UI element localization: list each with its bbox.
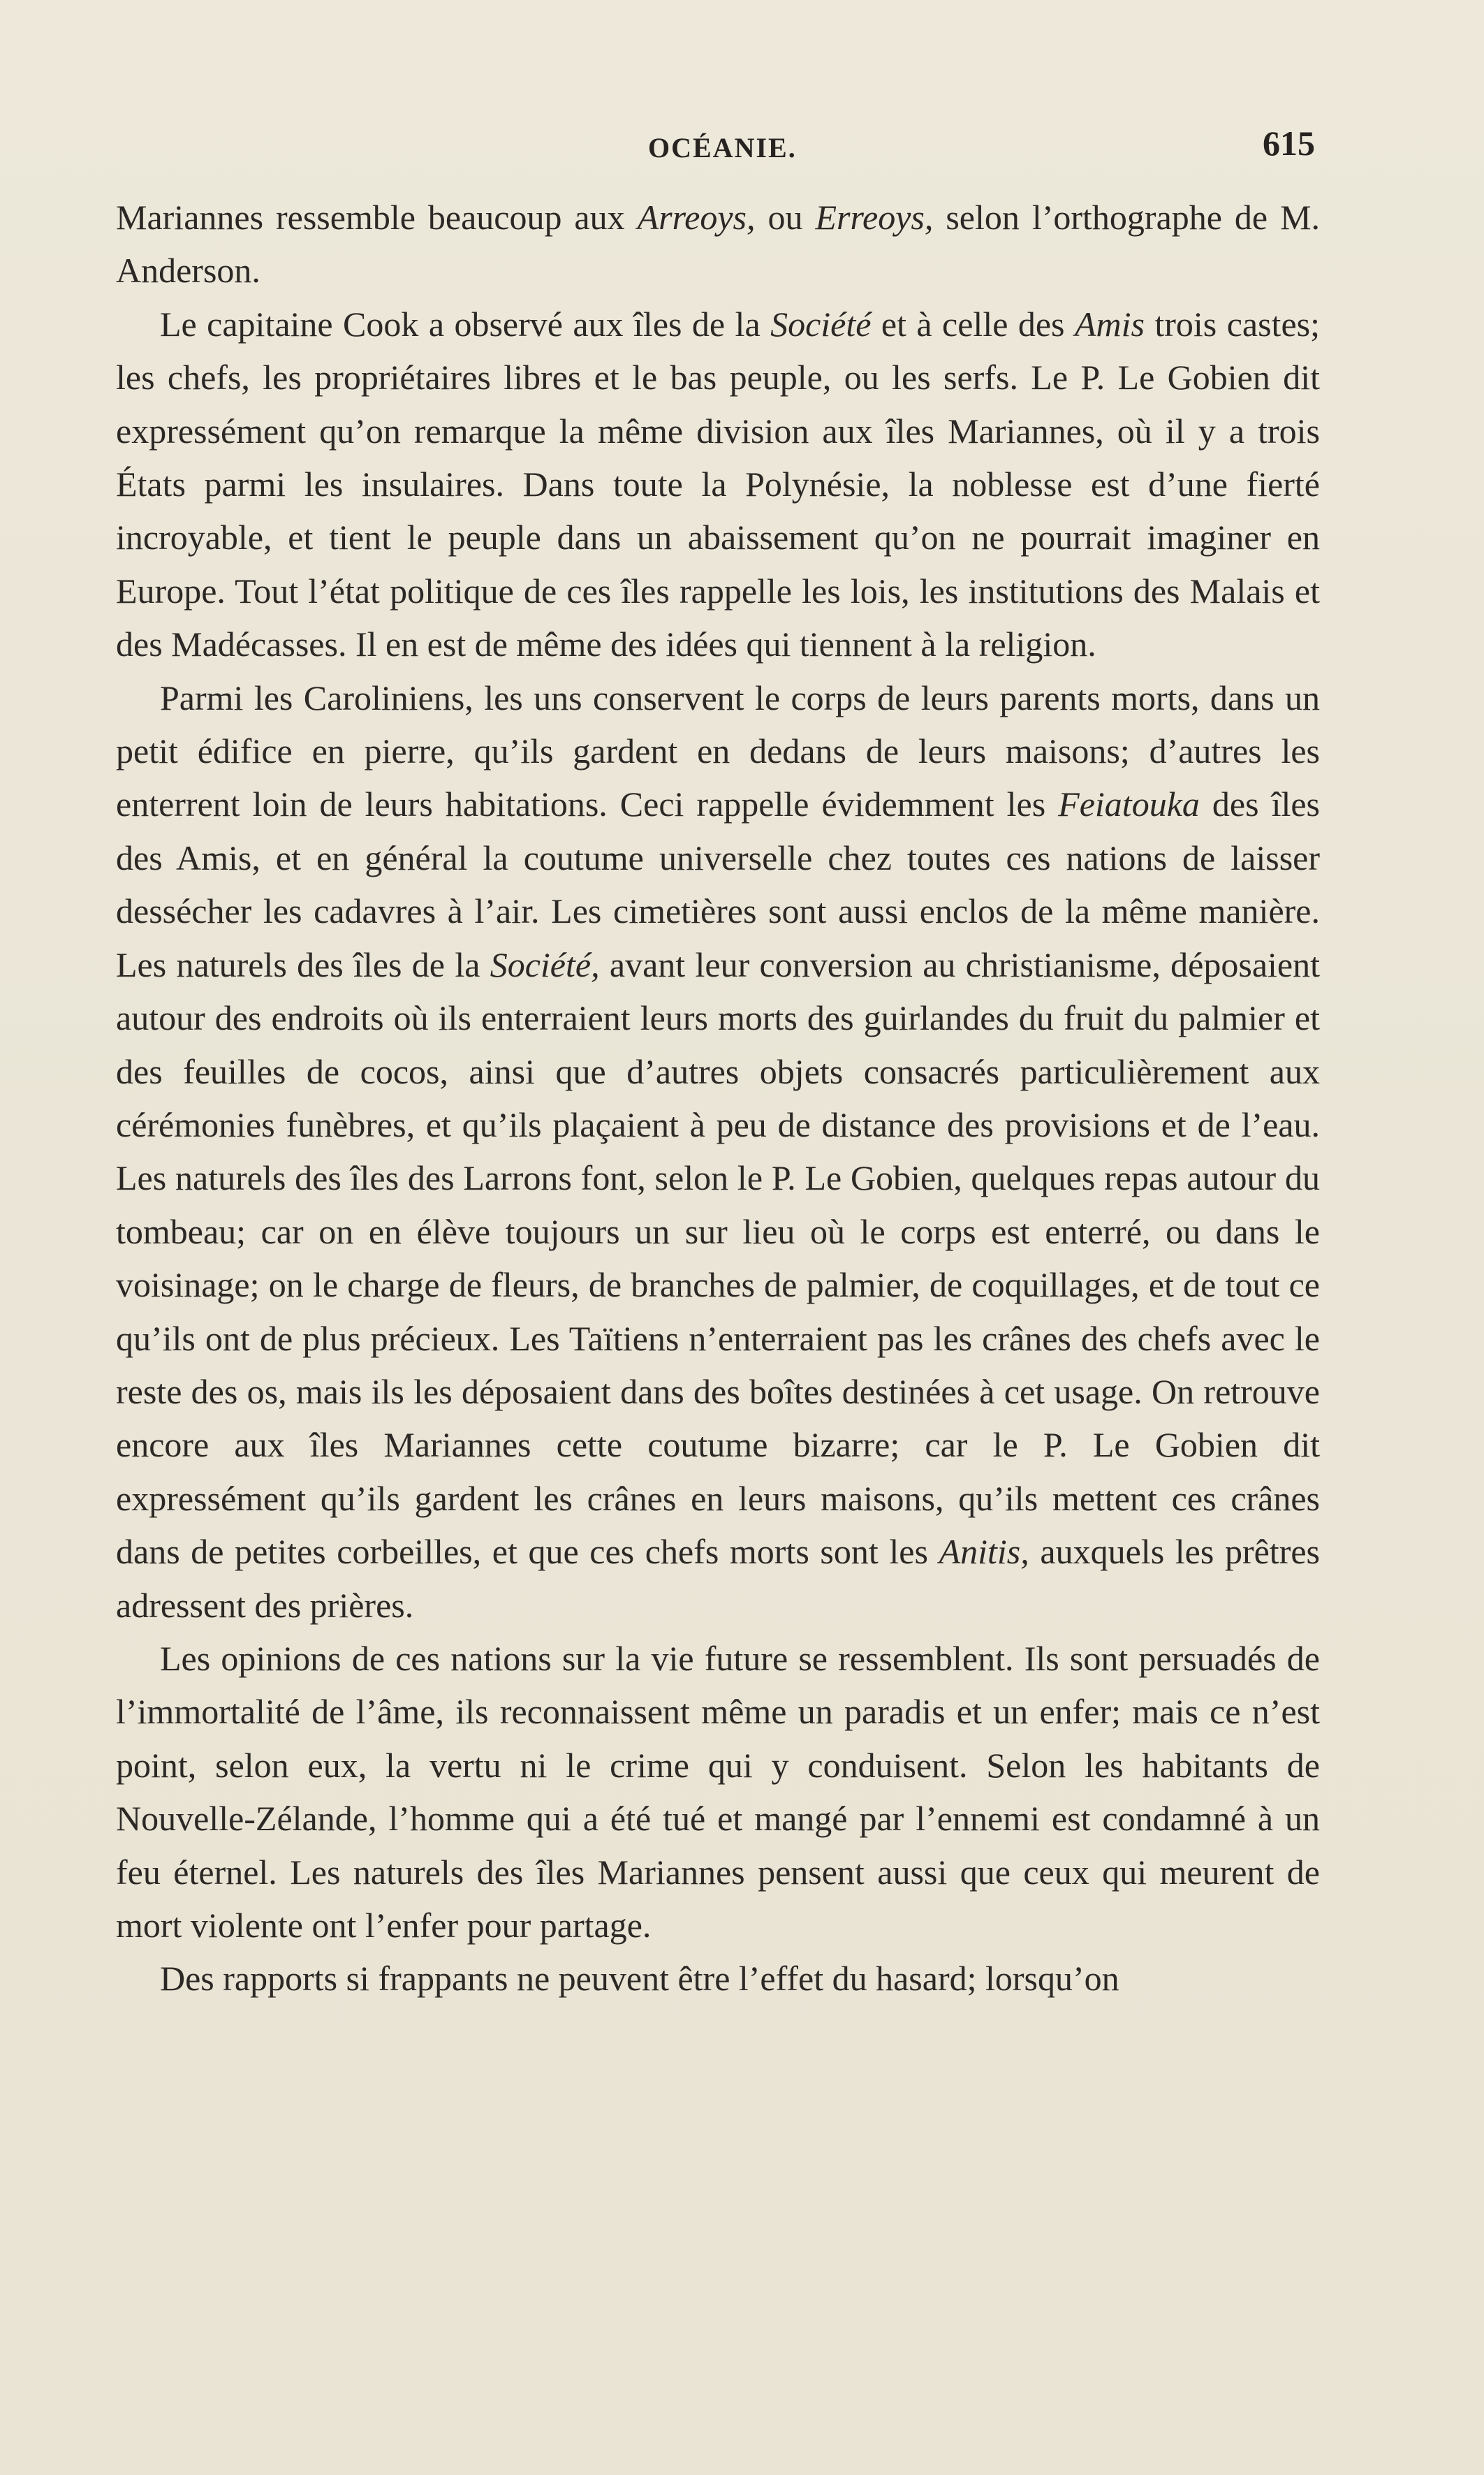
text-run: et à celle des [871, 304, 1075, 344]
italic-text-run: Société, [490, 944, 600, 984]
paragraph [116, 1632, 1320, 1952]
body-text [116, 191, 1320, 2006]
text-run: Parmi les Caroliniens, les uns conservent le corps de leurs parents morts, dans un petit édifice en pierre, qu’ils gardent en dedans de leurs maisons; d’autres les enterrent loin de leurs habitations. Ceci rappelle évidemment les [116, 678, 1320, 824]
text-run: Des rapports si frappants ne peuvent être l’effet du hasard; lorsqu’on [160, 1959, 1119, 1999]
italic-text-run: Feiatouka [1058, 784, 1200, 824]
italic-text-run: Société [770, 304, 872, 344]
text-run: Les opinions de ces nations sur la vie future se ressemblent. Ils sont persuadés de l’immortalité de l’âme, ils reconnaissent même un paradis et un enfer; mais ce n’est point, selon eux, la vertu ni le crime qui y conduisent. Selon les habitants de Nouvelle-Zélande, l’homme qui a été tué et mangé par l’ennemi est condamné à un feu éternel. Les naturels des îles Mariannes pensent aussi que ceux qui meurent de mort violente ont l’enfer pour partage. [116, 1638, 1320, 1945]
italic-text-run: Arreoys, [637, 198, 756, 237]
italic-text-run: Anitis, [939, 1532, 1029, 1572]
italic-text-run: Erreoys, [815, 198, 934, 237]
text-run: avant leur conversion au christianisme, déposaient autour des endroits où ils enterraient leurs morts des guirlandes du fruit du palmier et des feuilles de cocos, ainsi que d’autres objets consacrés particulièrement aux cérémonies funèbres, et qu’ils plaçaient à peu de distance des provisions et de l’eau. Les naturels des îles des Larrons font, selon le P. Le Gobien, quelques repas autour du tombeau; car on en élève toujours un sur lieu où le corps est enterré, ou dans le voisinage; on le charge de fleurs, de branches de palmier, de coquillages, et de tout ce qu’ils ont de plus précieux. Les Taïtiens n’enterraient pas les crânes des chefs avec le reste des os, mais ils les déposaient dans des boîtes destinées à cet usage. On retrouve encore aux îles Mariannes cette coutume bizarre; car le P. Le Gobien dit expressément qu’ils gardent les crânes en leurs maisons, qu’ils mettent ces crânes dans de petites corbeilles, et que ces chefs morts sont les [116, 944, 1320, 1572]
paragraph [116, 671, 1320, 1632]
running-header-title: OCÉANIE. [648, 132, 797, 163]
text-run: trois castes; les chefs, les propriétaires libres et le bas peuple, ou les serfs. Le P. Le Gobien dit expressément qu’on remarque la même division aux îles Mariannes, où il y a trois États parmi les insulaires. Dans toute la Polynésie, la noblesse est d’une fierté incroyable, et tient le peuple dans un abaissement qu’on ne pourrait imaginer en Europe. Tout l’état politique de ces îles rappelle les lois, les institutions des Malais et des Madécasses. Il en est de même des idées qui tiennent à la religion. [116, 304, 1320, 664]
text-run: auxquels les prêtres adressent des prières. [116, 1532, 1320, 1625]
paragraph [116, 298, 1320, 671]
text-run: selon l’orthographe de M. Anderson. [116, 198, 1321, 291]
italic-text-run: Amis [1074, 304, 1145, 344]
paragraph [116, 1952, 1320, 2005]
text-run: ou [755, 198, 816, 237]
page-number: 615 [1263, 124, 1315, 163]
text-run: Mariannes ressemble beaucoup aux [116, 198, 638, 237]
text-run: des îles des Amis, et en général la coutume universelle chez toutes ces nations de laisser dessécher les cadavres à l’air. Les cimetières sont aussi enclos de la même manière. Les naturels des îles de la [116, 784, 1320, 984]
paragraph [116, 191, 1320, 298]
text-run: Le capitaine Cook a observé aux îles de la [160, 304, 771, 344]
